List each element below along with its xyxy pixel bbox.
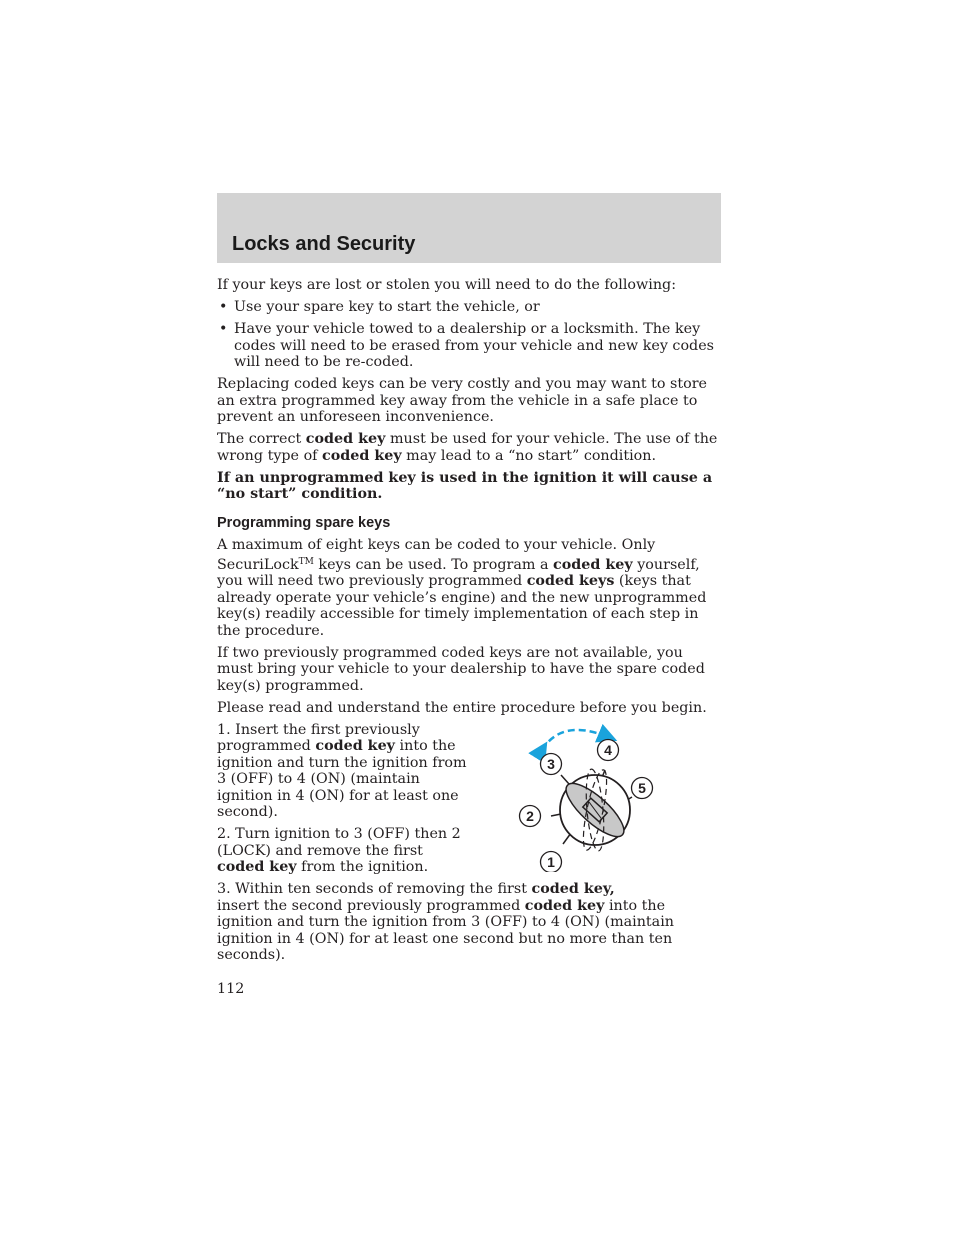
position-label-1 bbox=[541, 851, 562, 872]
position-label-5 bbox=[632, 777, 653, 798]
read-procedure-paragraph: Please read and understand the entire procedure before you begin. bbox=[217, 699, 707, 716]
list-item: • Use your spare key to start the vehicle, or bbox=[217, 299, 723, 316]
svg-text:2: 2 bbox=[526, 807, 534, 824]
svg-text:1: 1 bbox=[547, 853, 555, 870]
position-label-4 bbox=[598, 739, 619, 760]
procedure-steps bbox=[217, 722, 723, 964]
page-content bbox=[217, 277, 723, 969]
subheading: Programming spare keys bbox=[217, 514, 391, 531]
options-list bbox=[217, 299, 723, 371]
warning-paragraph: If an unprogrammed key is used in the ignition it will cause a “no start” condition. bbox=[217, 469, 713, 502]
position-label-2 bbox=[520, 805, 541, 826]
ignition-diagram bbox=[512, 722, 662, 872]
step-3: 3. Within ten seconds of removing the first coded key, insert the second previously programmed coded key into the ignition and turn the ignition from 3 (OFF) to 4 (ON) (maintain ignition in 4 (ON) for at least one second but no more than ten seconds). bbox=[217, 881, 674, 963]
two-keys-paragraph: If two previously programmed coded keys are not available, you must bring your vehicle to your dealership to have the spare coded key(s) programmed. bbox=[217, 644, 705, 694]
correct-key-paragraph: The correct coded key must be used for your vehicle. The use of the wrong type of coded key may lead to a “no start” condition. bbox=[217, 431, 718, 464]
trademark-mark: TM bbox=[298, 556, 314, 567]
svg-text:4: 4 bbox=[604, 741, 612, 758]
step-1: 1. Insert the first previously programmed coded key into the ignition and turn the ignition from 3 (OFF) to 4 (ON) (maintain ignition in 4 (ON) for at least one second). bbox=[217, 721, 467, 820]
position-label-3 bbox=[541, 753, 562, 774]
section-header-band bbox=[217, 193, 721, 263]
tick-line bbox=[561, 775, 569, 784]
replace-paragraph: Replacing coded keys can be very costly and you may want to store an extra programmed key away from the vehicle in a safe place to prevent an unforeseen inconvenience. bbox=[217, 376, 707, 425]
page-number: 112 bbox=[217, 981, 245, 997]
step-2: 2. Turn ignition to 3 (OFF) then 2 (LOCK) and remove the first coded key from the ignition. bbox=[217, 826, 461, 875]
svg-text:5: 5 bbox=[638, 779, 646, 796]
list-item: • Have your vehicle towed to a dealership or a locksmith. The key codes will need to be erased from your vehicle and new key codes will need to be re-coded. bbox=[217, 321, 723, 371]
section-title: Locks and Security bbox=[232, 233, 416, 255]
svg-text:3: 3 bbox=[547, 755, 555, 772]
max-keys-paragraph: A maximum of eight keys can be coded to your vehicle. Only SecuriLock™ keys can be used. To program a coded key yourself, you will need two previously programmed coded keys (keys that already operate your vehicle’s engine) and the new unprogrammed key(s) readily accessible for timely implementation of each step in the procedure. bbox=[217, 537, 707, 639]
intro-paragraph: If your keys are lost or stolen you will need to do the following: bbox=[217, 277, 677, 293]
